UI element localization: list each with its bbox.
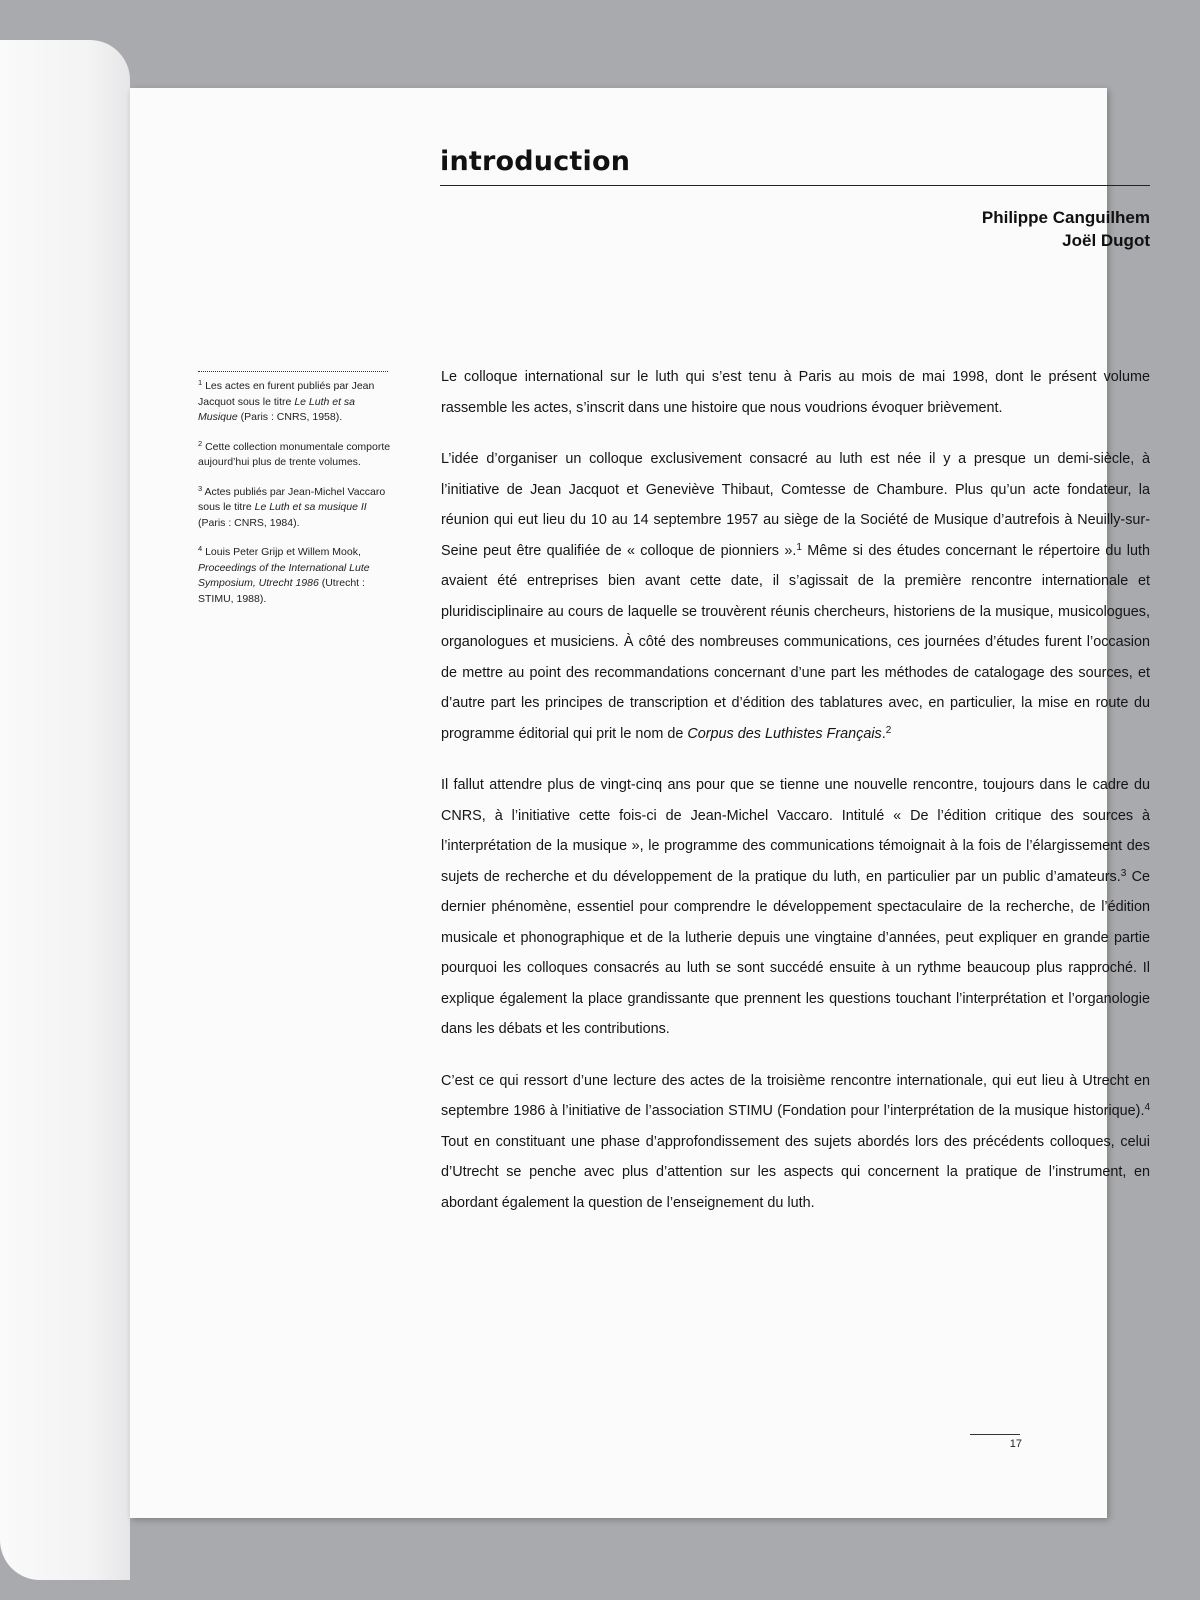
chapter-title: introduction (440, 146, 631, 177)
footnotes-column (198, 379, 393, 621)
italic-title: Corpus des Luthistes Français (687, 725, 882, 742)
facing-page-edge (0, 40, 130, 1580)
footnote-number: 3 (198, 483, 203, 493)
footnote-title: Proceedings of the International Lute Symposium, Utrecht 1986 (198, 561, 370, 589)
footnote-reference: 3 (1120, 867, 1127, 879)
paragraph (441, 770, 1150, 1045)
footnote-text: Actes publiés par Jean-Michel Vaccaro sous le titre (198, 485, 386, 513)
folio-rule (970, 1434, 1020, 1435)
paragraph-text: C’est ce qui ressort d’une lecture des actes de la troisième rencontre internationale, qui eut lieu à Utrecht en septembre 1986 à l’initiative de l’association STIMU (Fondation pour l’interprétation de la musique historique). (441, 1072, 1150, 1119)
footnote-reference: 1 (796, 541, 802, 553)
paragraph-text: Même si des études concernant le répertoire du luth avaient été entreprises bien avant cette date, il s’agissait de la première rencontre internationale et pluridisciplinaire au cours de laquelle se trouvèrent réunis chercheurs, historiens de la musique, musicologues, organologues et musiciens. À côté des nombreuses communications, ces journées d’études furent l’occasion de mettre au point des recommandations concernant d’une part les méthodes de catalogage des sources, et d’autre part les principes de transcription et d’édition des tablatures avec, en particulier, la mise en route du programme éditorial qui prit le nom de (441, 542, 1150, 742)
footnote (198, 545, 393, 607)
paragraph-text: L’idée d’organiser un colloque exclusivement consacré au luth est née il y a presque un demi-siècle, à l’initiative de Jean Jacquot et Geneviève Thibaut, Comtesse de Chambure. Plus qu’un acte fondateur, la réunion qui eut lieu du 10 au 14 septembre 1957 au siège de la Société de Musique d’autrefois à Neuilly-sur-Seine peut être qualifiée de « colloque de pionniers ». (441, 451, 1150, 559)
page-number: 17 (1009, 1438, 1022, 1450)
paragraph-text: Le colloque international sur le luth qui s’est tenu à Paris au mois de mai 1998, dont le présent volume rassemble les actes, s’inscrit dans une histoire que nous voudrions évoquer brièvement. (441, 369, 1150, 416)
author-name: Philippe Canguilhem (981, 208, 1150, 227)
author-name: Joël Dugot (1062, 231, 1150, 250)
footnote-separator (198, 371, 388, 372)
paragraph (441, 1066, 1150, 1219)
authors-block (750, 206, 1150, 252)
paragraph-text: Il fallut attendre plus de vingt-cinq ans pour que se tienne une nouvelle rencontre, toujours dans le cadre du CNRS, à l’initiative cette fois-ci de Jean-Michel Vaccaro. Intitulé « De l’édition critique des sources à l’interprétation de la musique », le programme des communications témoignait à la fois de l’élargissement des sujets de recherche et du développement de la pratique du luth, en particulier par un public d’amateurs. (441, 777, 1150, 885)
paragraph-text: Tout en constituant une phase d’approfondissement des sujets abordés lors des précédents colloques, celui d’Utrecht se penche avec plus d’attention sur les aspects qui concernent la pratique de l’instrument, en abordant également la question de l’enseignement du luth. (441, 1133, 1150, 1211)
paragraph-text: Ce dernier phénomène, essentiel pour comprendre le développement spectaculaire de la recherche, de l’édition musicale et phonographique et de la lutherie depuis une vingtaine d’années, peut expliquer en grande partie pourquoi les colloques consacrés au luth se sont succédé ensuite à un rythme beaucoup plus rapproché. Il explique également la place grandissante que prennent les questions touchant l’interprétation et l’organologie dans les débats et les contributions. (441, 868, 1150, 1037)
footnote-text: Cette collection monumentale comporte aujourd’hui plus de trente volumes. (198, 440, 391, 468)
footnote (198, 379, 393, 426)
footnote-reference: 2 (885, 724, 892, 736)
paragraph (441, 444, 1150, 749)
paragraph-text: . (881, 725, 886, 742)
paragraph (441, 362, 1150, 423)
footnote (198, 440, 393, 471)
footnote-text: (Paris : CNRS, 1984). (198, 516, 300, 529)
footnote-text: Louis Peter Grijp et Willem Mook, (202, 546, 361, 558)
footnote-reference: 4 (1144, 1102, 1150, 1113)
title-rule (440, 185, 1150, 186)
footnote-number: 1 (198, 378, 203, 387)
footnote-number: 4 (198, 544, 203, 553)
footnote-number: 2 (198, 438, 203, 448)
book-page (130, 88, 1150, 1518)
footnote-title: Le Luth et sa musique II (254, 501, 367, 513)
footnote-title: Le Luth et sa Musique (198, 395, 356, 423)
footnote-text: (Paris : CNRS, 1958). (237, 411, 343, 423)
footnote-text: (Utrecht : STIMU, 1988). (198, 577, 365, 605)
footnote (198, 485, 393, 532)
footnote-text: Les actes en furent publiés par Jean Jacquot sous le titre (198, 380, 375, 408)
body-text (441, 362, 1150, 1239)
